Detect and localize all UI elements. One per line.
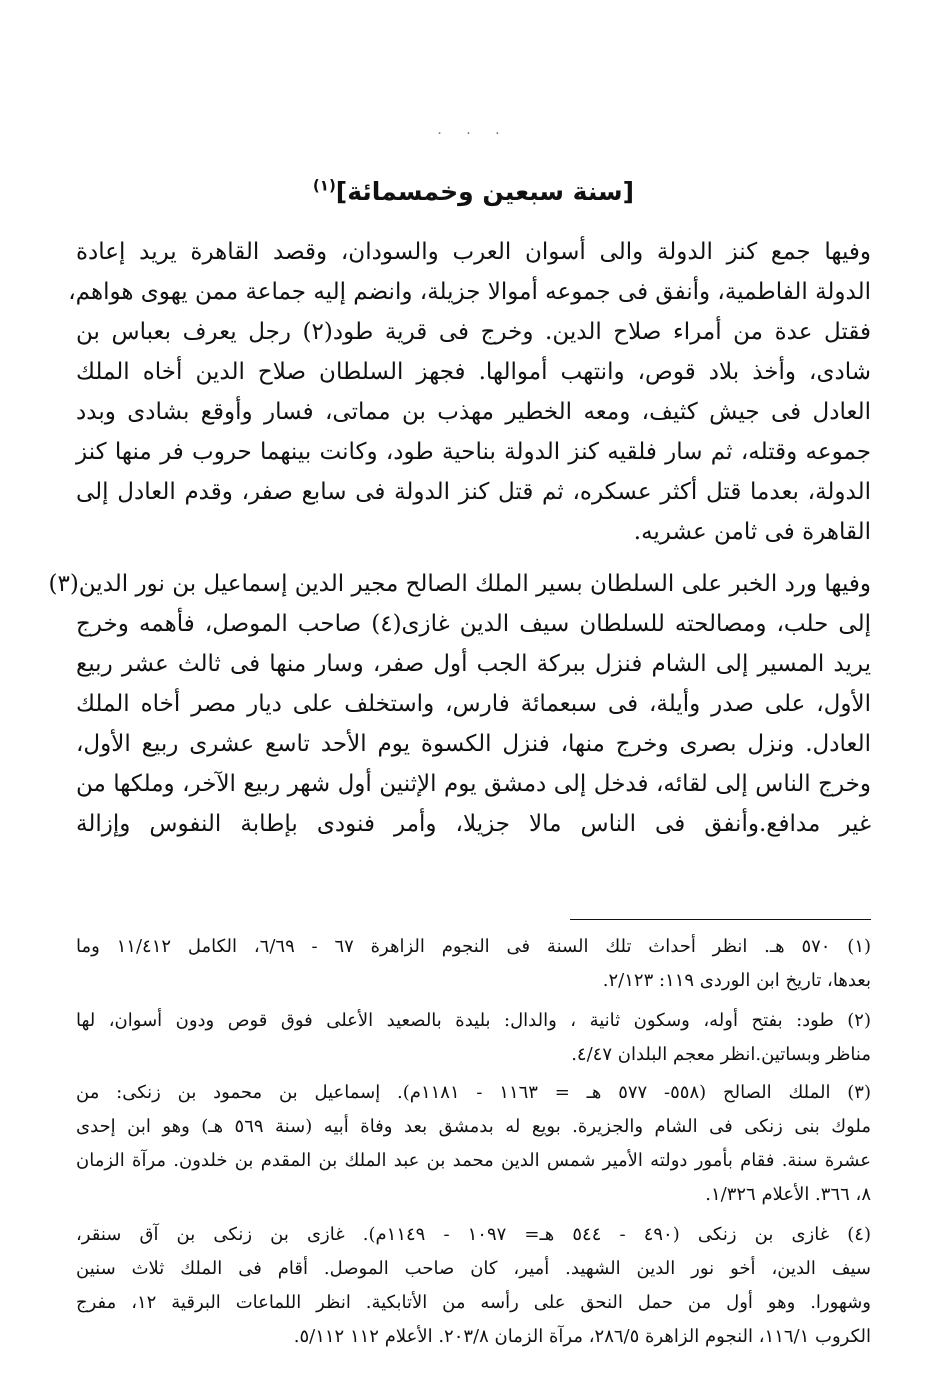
text-line: غير مدافع.وأنفق فى الناس مالا جزيلا، وأمر فنودى بإطابة النفوس وإزالة <box>76 811 871 837</box>
text-line: يريد المسير إلى الشام فنزل ببركة الجب أول صفر، وسار منها فى ثالث عشر ربيع <box>76 651 871 677</box>
footnote-separator <box>570 919 871 920</box>
text-line: الدولة، بعدما قتل أكثر عسكره، ثم قتل كنز الدولة فى سابع صفر، وقدم العادل إلى <box>76 479 871 505</box>
heading-note-ref: (١) <box>312 176 336 195</box>
text-line: جموعه وقتله، ثم سار فلقيه كنز الدولة بناحية طود، وكانت بينهما حروب فر منها كنز <box>76 439 871 465</box>
footnote-line: مناظر وبساتين.انظر معجم البلدان ٤/٤٧. <box>571 1044 871 1065</box>
text-line: إلى حلب، ومصالحته للسلطان سيف الدين غازى(٤) صاحب الموصل، فأهمه وخرج <box>76 611 871 637</box>
footnote-line: بعدها، تاريخ ابن الوردى ١١٩: ٢/١٢٣. <box>602 970 871 991</box>
footnote-line: (٣) الملك الصالح (٥٥٨- ٥٧٧ هـ = ١١٦٣ - ١١٨١م). إسماعيل بن محمود بن زنكى: من <box>76 1082 871 1103</box>
page-top-dots: · · · <box>437 126 510 142</box>
text-line: القاهرة فى ثامن عشريه. <box>633 519 871 545</box>
text-line: شادى، وأخذ بلاد قوص، وانتهب أموالها. فجهز السلطان صلاح الدين أخاه الملك <box>76 359 871 385</box>
footnote-line: (٤) غازى بن زنكى (٤٩٠ - ٥٤٤ هـ= ١٠٩٧ - ١١٤٩م). غازى بن زنكى بن آق سنقر، <box>76 1224 871 1245</box>
heading-title: [سنة سبعين وخمسمائة] <box>335 177 635 206</box>
section-heading <box>0 174 947 210</box>
footnote-line: عشرة سنة. فقام بأمور دولته الأمير شمس الدين محمد بن عبد الملك بن المقدم بن خلدون. مرآة الزمان <box>76 1150 871 1171</box>
footnote-line: الكروب ١١٦/١، النجوم الزاهرة ٢٨٦/٥، مرآة الزمان ٢٠٣/٨. الأعلام ١١٢ ٥/١١٢. <box>293 1326 871 1347</box>
text-line: الأول، على صدر وأيلة، فى سبعمائة فارس، واستخلف على ديار مصر أخاه الملك <box>76 691 871 717</box>
text-line: فقتل عدة من أمراء صلاح الدين. وخرج فى قرية طود(٢) رجل يعرف بعباس بن <box>76 319 871 345</box>
footnote-line: ٨، ٣٦٦. الأعلام ١/٣٢٦. <box>705 1184 871 1205</box>
text-line: وفيها ورد الخبر على السلطان بسير الملك الصالح مجير الدين إسماعيل بن نور الدين(٣) <box>48 571 871 597</box>
footnote-line: (٢) طود: بفتح أوله، وسكون ثانية ، والدال: بليدة بالصعيد الأعلى فوق قوص ودون أسوان، لها <box>76 1010 871 1031</box>
footnote-line: ملوك بنى زنكى فى الشام والجزيرة. بويع له بدمشق بعد وفاة أبيه (سنة ٥٦٩ هـ) وهو ابن إحدى <box>76 1116 871 1137</box>
footnote-line: (١) ٥٧٠ هـ. انظر أحداث تلك السنة فى النجوم الزاهرة ٦٧ - ٦/٦٩، الكامل ١١/٤١٢ وما <box>76 936 872 957</box>
footnote-line: وشهورا. وهو أول من حمل النحق على رأسه من الأتابكية. انظر اللماعات البرقية ١٢، مفرج <box>76 1292 871 1313</box>
text-line: وخرج الناس إلى لقائه، فدخل إلى دمشق يوم الإثنين أول شهر ربيع الآخر، وملكها من <box>76 771 871 797</box>
text-line: العادل فى جيش كثيف، ومعه الخطير مهذب بن مماتى، فسار وأوقع بشادى وبدد <box>76 399 871 425</box>
text-line: العادل. ونزل بصرى وخرج منها، فنزل الكسوة يوم الأحد تاسع عشرى ربيع الأول، <box>76 731 871 757</box>
text-line: وفيها جمع كنز الدولة والى أسوان العرب والسودان، وقصد القاهرة يريد إعادة <box>76 239 871 265</box>
text-line: الدولة الفاطمية، وأنفق فى جموعه أموالا جزيلة، وانضم إليه جماعة ممن يهوى هواهم، <box>68 279 871 305</box>
footnote-line: سيف الدين، أخو نور الدين الشهيد. أمير، كان صاحب الموصل. أقام فى الملك ثلاث سنين <box>76 1258 871 1279</box>
